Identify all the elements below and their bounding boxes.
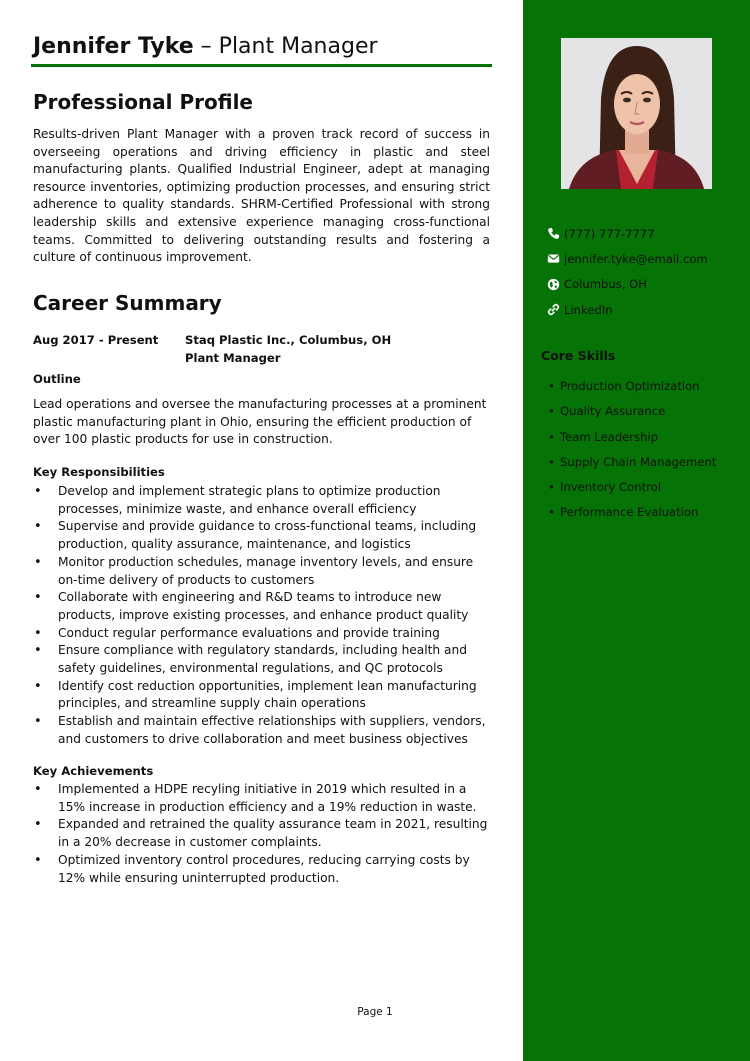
list-item: • Monitor production schedules, manage inventory levels, and ensure on-time delivery of products to customers — [33, 554, 493, 589]
achievements-heading: Key Achievements — [33, 764, 154, 778]
skill-item: • Supply Chain Management — [547, 453, 716, 478]
page-number: Page 1 — [357, 1006, 393, 1018]
header-rule — [31, 64, 492, 67]
achievements-list — [33, 781, 493, 887]
list-item: • Establish and maintain effective relationships with suppliers, vendors, and customers to drive collaboration and meet business objectives — [33, 713, 493, 748]
contact-list — [547, 221, 708, 322]
job-dates: Aug 2017 - Present — [33, 333, 159, 347]
job-role: Plant Manager — [185, 350, 281, 365]
resume-header — [33, 33, 492, 61]
job-employer — [185, 332, 391, 367]
contact-phone — [547, 221, 708, 246]
company-name: Staq Plastic Inc., Columbus, OH — [185, 333, 392, 347]
phone-icon — [547, 227, 560, 240]
list-item: • Optimized inventory control procedures, reducing carrying costs by 12% while ensuring uninterrupted production. — [33, 852, 493, 887]
responsibilities-heading: Key Responsibilities — [33, 465, 165, 479]
location-text: Columbus, OH — [564, 277, 648, 292]
skill-item: • Quality Assurance — [547, 402, 716, 427]
candidate-name: Jennifer Tyke — [33, 34, 194, 59]
profile-photo — [561, 38, 712, 189]
list-item: • Ensure compliance with regulatory standards, including health and safety guidelines, environmental regulations, and QC protocols — [33, 642, 493, 677]
list-item: • Collaborate with engineering and R&D teams to introduce new products, improve existing processes, and enhance product quality — [33, 589, 493, 624]
list-item: • Conduct regular performance evaluations and provide training — [33, 625, 493, 643]
list-item: • Expanded and retrained the quality assurance team in 2021, resulting in a 20% decrease in customer complaints. — [33, 816, 493, 851]
skill-item: • Production Optimization — [547, 377, 716, 402]
skill-item: • Performance Evaluation — [547, 503, 716, 528]
contact-email[interactable] — [547, 246, 708, 271]
skills-list — [547, 377, 716, 529]
email-text[interactable]: jennifer.tyke@email.com — [564, 251, 708, 266]
globe-icon — [547, 278, 560, 291]
skill-item: • Inventory Control — [547, 478, 716, 503]
list-item: • Identify cost reduction opportunities, implement lean manufacturing principles, and streamline supply chain operations — [33, 678, 493, 713]
list-item: • Implemented a HDPE recyling initiative in 2019 which resulted in a 15% increase in production efficiency and a 19% reduction in waste. — [33, 781, 493, 816]
title-separator: – — [193, 34, 219, 59]
contact-location — [547, 272, 708, 297]
responsibilities-list — [33, 483, 493, 749]
skill-item: • Team Leadership — [547, 428, 716, 453]
outline-text: Lead operations and oversee the manufacturing processes at a prominent plastic manufacturing plant in Ohio, ensuring the efficient production of over 100 plastic products for use in construction. — [33, 397, 487, 447]
outline-heading: Outline — [33, 372, 81, 386]
portrait-illustration — [561, 38, 712, 189]
phone-text: (777) 777-7777 — [564, 226, 655, 241]
linkedin-link[interactable]: LinkedIn — [564, 302, 613, 317]
profile-heading: Professional Profile — [33, 90, 253, 114]
link-icon — [547, 303, 560, 316]
list-item: • Develop and implement strategic plans to optimize production processes, minimize waste, and enhance overall efficiency — [33, 483, 493, 518]
career-heading: Career Summary — [33, 291, 222, 315]
name-title-line — [33, 33, 492, 61]
profile-text: Results-driven Plant Manager with a proven track record of success in overseeing operations and driving efficiency in plastic and steel manufacturing plants. Qualified Industrial Engineer, adept at managing resource inventories, optimizing production processes, and ensuring strict adherence to quality standards. SHRM-Certified Professional with strong leadership skills and extensive experience managing cross-functional teams. Committed to delivering outstanding results and fostering a culture of continuous improvement. — [33, 127, 490, 265]
job-title: Plant Manager — [218, 34, 378, 59]
contact-linkedin[interactable] — [547, 297, 708, 322]
skills-heading: Core Skills — [541, 348, 616, 363]
list-item: • Supervise and provide guidance to cross-functional teams, including production, quality assurance, maintenance, and logistics — [33, 518, 493, 553]
envelope-icon — [547, 252, 560, 265]
